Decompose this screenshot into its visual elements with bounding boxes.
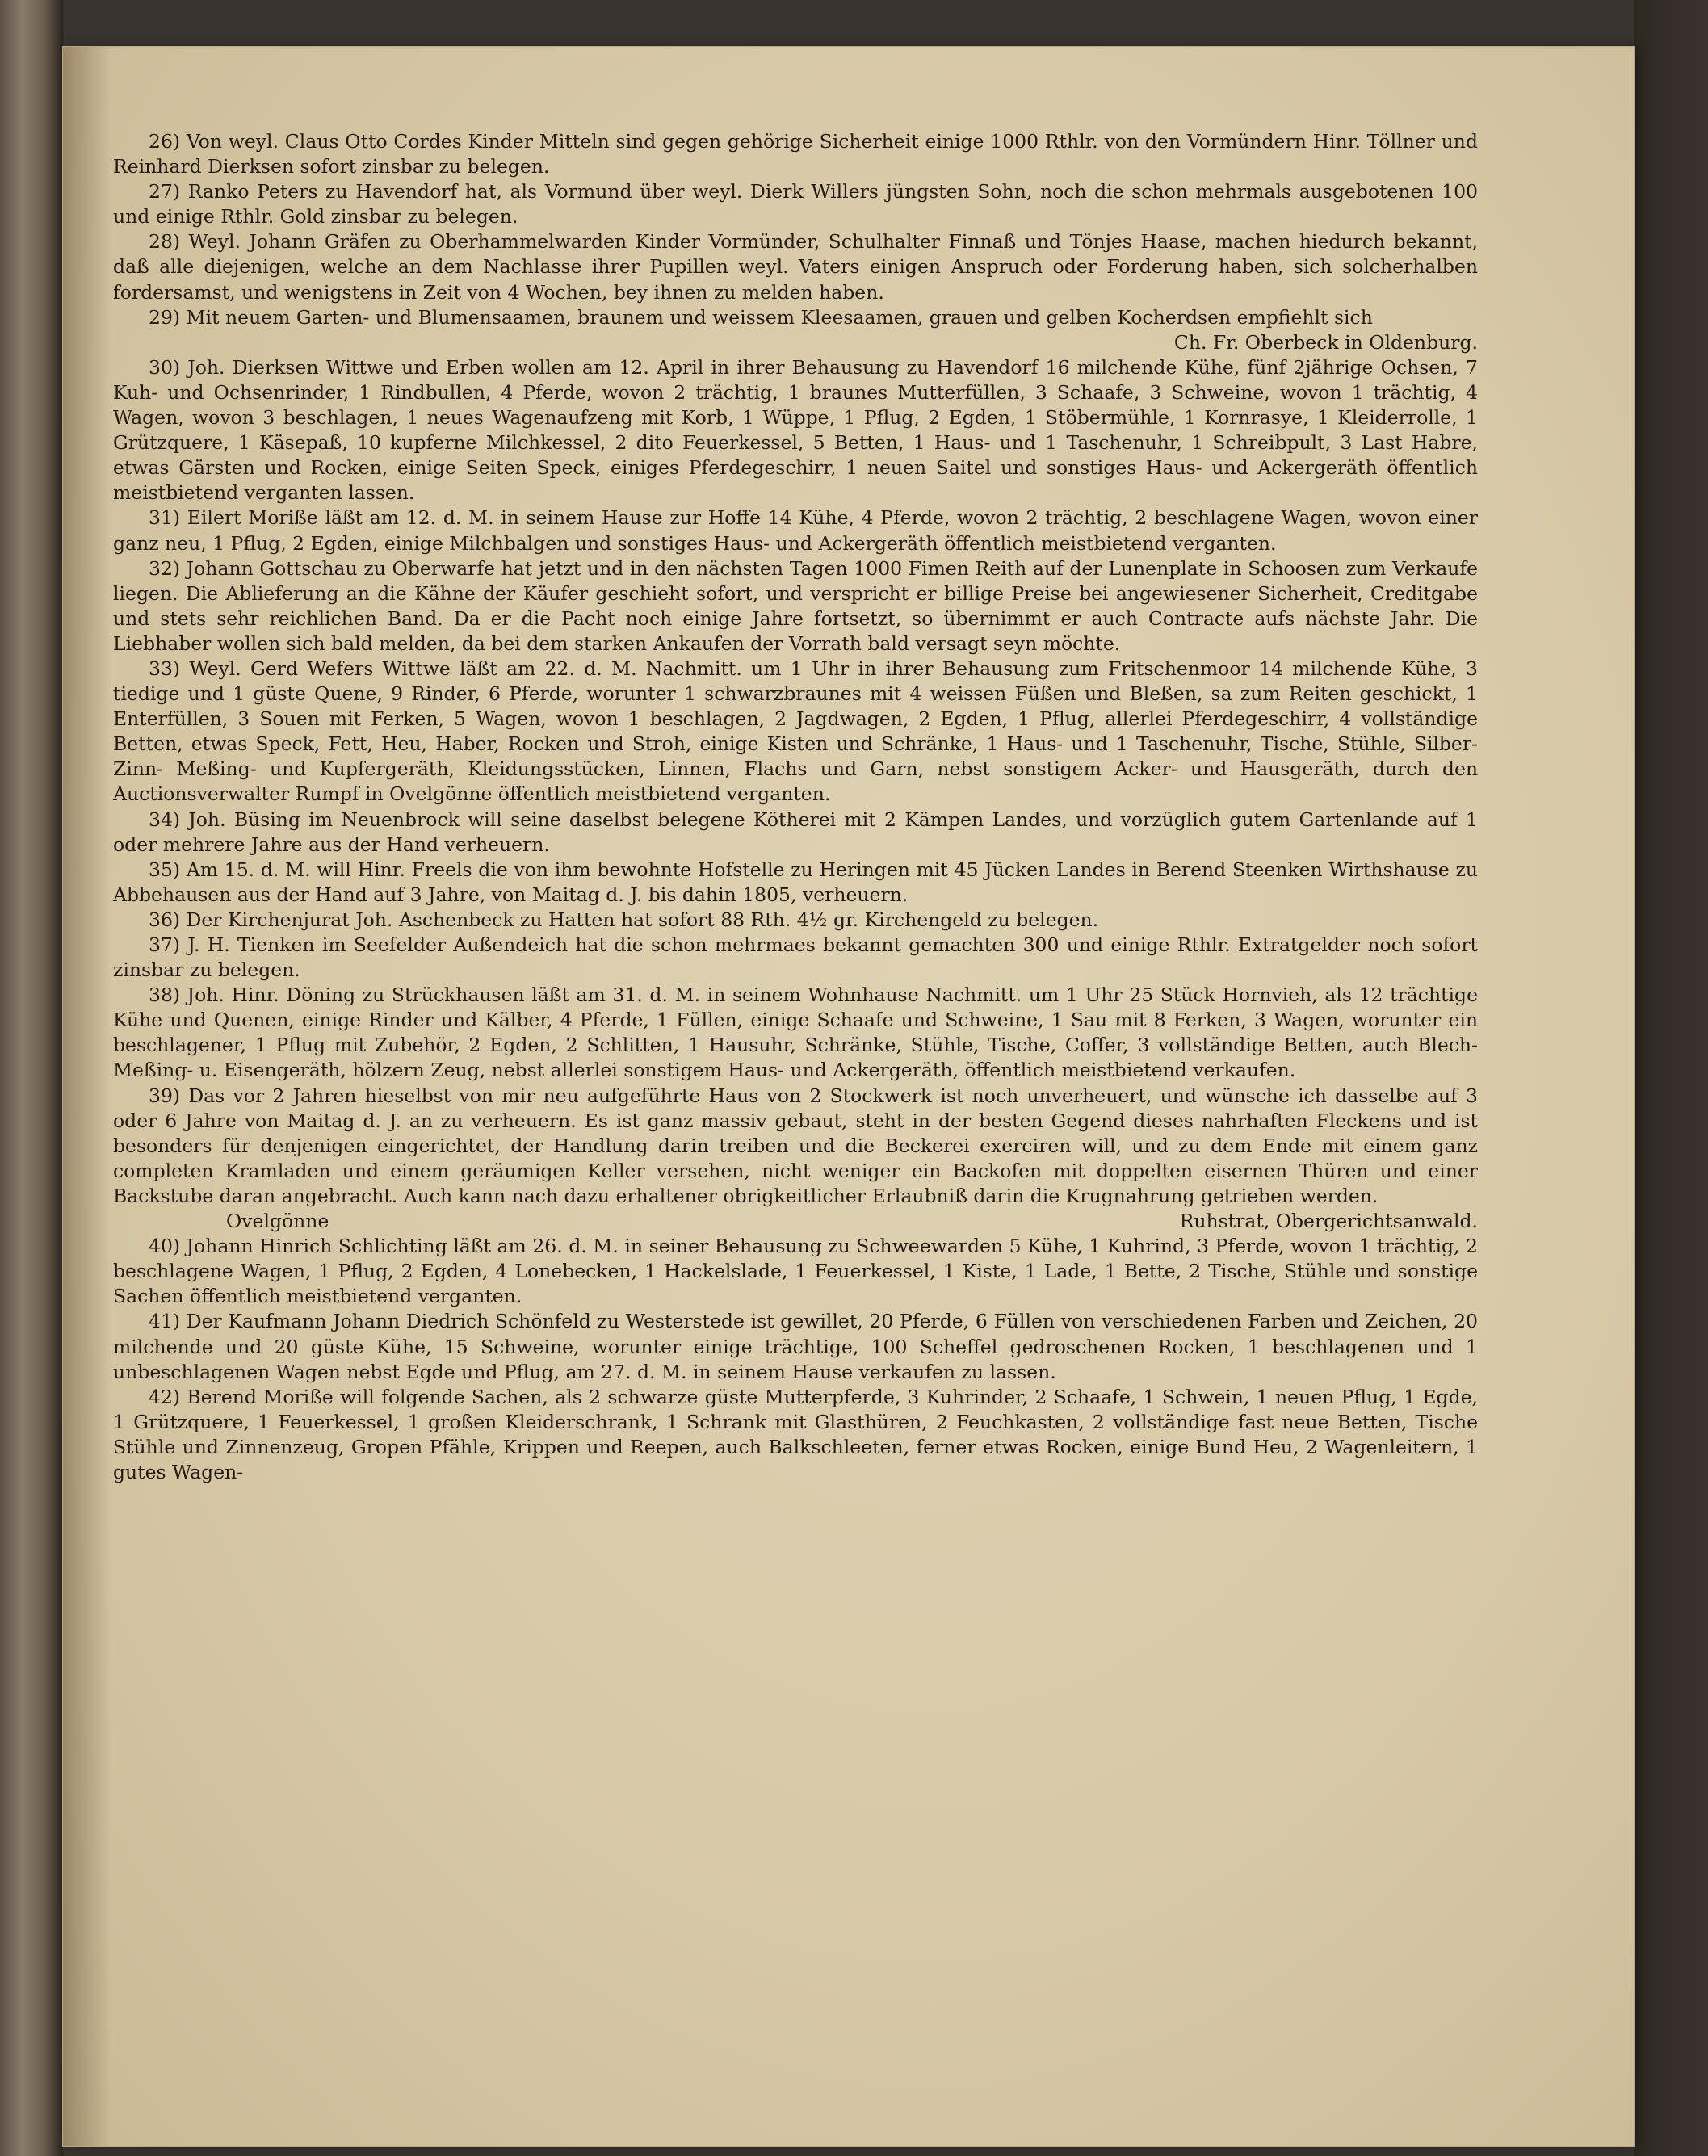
notice-42: 42) Berend Moriße will folgende Sachen, als 2 schwarze güste Mutterpferde, 3 Kuhrinder, 2 Schaafe, 1 Schwein, 1 neuen Pflug, 1 Egde, 1 Grützquere, 1 Feuerkessel, 1 großen Kleiderschrank, 1 Schrank mit Glasthüren, 2 Feuchkasten, 2 vollständige fast neue Betten, Tische Stühle und Zinnenzeug, Gropen Pfähle, Krippen und Reepen, auch Balkschleeten, ferner etwas Rocken, einige Bund Heu, 2 Wagenleitern, 1 gutes Wagen-	[113, 1385, 1478, 1483]
notice-26: 26) Von weyl. Claus Otto Cordes Kinder Mitteln sind gegen gehörige Sicherheit einige 1000 Rthlr. von den Vormündern Hinr. Töllner und Reinhard Dierksen sofort zinsbar zu belegen.	[113, 130, 1478, 178]
notice-40: 40) Johann Hinrich Schlichting läßt am 26. d. M. in seiner Behausung zu Schweewarden 5 Kühe, 1 Kuhrind, 3 Pferde, wovon 1 trächtig, 2 beschlagene Wagen, 1 Pflug, 2 Egden, 4 Lonebecken, 1 Hackelslade, 1 Feuerkessel, 1 Kiste, 1 Lade, 1 Bette, 2 Tische, Stühle und sonstige Sachen öffentlich meistbietend verganten.	[113, 1235, 1478, 1308]
notice-39-signature-row	[113, 1209, 1478, 1234]
previous-page-edge	[0, 0, 63, 2156]
notices-column	[113, 129, 1478, 1485]
notice-38: 38) Joh. Hinr. Döning zu Strückhausen läßt am 31. d. M. in seinem Wohnhause Nachmitt. um 1 Uhr 25 Stück Hornvieh, als 12 trächtige Kühe und Quenen, einige Rinder und Kälber, 4 Pferde, 1 Füllen, einige Schaafe und Schweine, 1 Sau mit 8 Ferken, 3 Wagen, worunter ein beschlagener, 1 Pflug mit Zubehör, 2 Egden, 2 Schlitten, 1 Hausuhr, Schränke, Stühle, Tische, Coffer, 3 vollständige Betten, auch Blech- Meßing- u. Eisengeräth, hölzern Zeug, nebst allerlei sonstigem Haus- und Ackergeräth, öffentlich meistbietend verkaufen.	[113, 984, 1478, 1082]
scanner-background	[1634, 0, 1708, 2156]
notice-28: 28) Weyl. Johann Gräfen zu Oberhammelwarden Kinder Vormünder, Schulhalter Finnaß und Tönjes Haase, machen hiedurch bekannt, daß alle diejenigen, welche an dem Nachlasse ihrer Pupillen weyl. Vaters einigen Anspruch oder Forderung haben, sich solcherhalben fordersamst, und wenigstens in Zeit von 4 Wochen, bey ihnen zu melden haben.	[113, 230, 1478, 304]
notice-41: 41) Der Kaufmann Johann Diedrich Schönfeld zu Westerstede ist gewillet, 20 Pferde, 6 Füllen von verschiedenen Farben und Zeichen, 20 milchende und 20 güste Kühe, 15 Schweine, worunter einige trächtige, 100 Scheffel gedroschenen Rocken, 1 beschlagenen und 1 unbeschlagenen Wagen nebst Egde und Pflug, am 27. d. M. in seinem Hause verkaufen zu lassen.	[113, 1310, 1478, 1383]
notice-39-place: Ovelgönne	[226, 1210, 329, 1233]
notice-29: 29) Mit neuem Garten- und Blumensaamen, braunem und weissem Kleesaamen, grauen und gelben Kocherdsen empfiehlt sich	[149, 305, 1373, 329]
notice-32: 32) Johann Gottschau zu Oberwarfe hat jetzt und in den nächsten Tagen 1000 Fimen Reith auf der Lunenplate in Schoosen zum Verkaufe liegen. Die Ablieferung an die Kähne der Käufer geschieht sofort, und verspricht er billige Preise bei angewiesener Sicherheit, Creditgabe und stets sehr reichlichen Band. Da er die Pacht noch einige Jahre fortsetzt, so übernimmt er auch Contracte aufs nächste Jahr. Die Liebhaber wollen sich bald melden, da bei dem starken Ankaufen der Vorrath bald versagt seyn möchte.	[113, 556, 1478, 655]
notice-29-signature: Ch. Fr. Oberbeck in Oldenburg.	[1173, 330, 1478, 354]
notice-39: 39) Das vor 2 Jahren hieselbst von mir neu aufgeführte Haus von 2 Stockwerk ist noch unverheuert, und wünsche ich dasselbe auf 3 oder 6 Jahre von Maitag d. J. an zu verheuern. Es ist ganz massiv gebaut, steht in der besten Gegend dieses nahrhaften Fleckens und ist besonders für denjenigen eingerichtet, der Handlung darin treiben und die Beckerei exerciren will, und zu dem Ende mit einem ganz completen Kramladen und einem geräumigen Keller versehen, nicht weniger ein Backofen mit doppelten eisernen Thüren und einer Backstube daran angebracht. Auch kann nach dazu erhaltener obrigkeitlicher Erlaubniß darin die Krugnahrung getrieben werden.	[113, 1084, 1478, 1207]
notice-29-signature-row	[113, 330, 1478, 355]
notice-33: 33) Weyl. Gerd Wefers Wittwe läßt am 22. d. M. Nachmitt. um 1 Uhr in ihrer Behausung zum Fritschenmoor 14 milchende Kühe, 3 tiedige und 1 güste Quene, 9 Rinder, 6 Pferde, worunter 1 schwarzbraunes mit 4 weissen Füßen und Bleßen, sa zum Reiten geschickt, 1 Enterfüllen, 3 Souen mit Ferken, 5 Wagen, wovon 1 beschlagen, 2 Jagdwagen, 2 Egden, 1 Pflug, allerlei Pferdegeschirr, 4 vollständige Betten, etwas Speck, Fett, Heu, Haber, Rocken und Stroh, einige Kisten und Schränke, 1 Haus- und 1 Taschenuhr, Tische, Stühle, Silber- Zinn- Meßing- und Kupfergeräth, Kleidungsstücken, Linnen, Flachs und Garn, nebst sonstigem Acker- und Hausgeräth, durch den Auctionsverwalter Rumpf in Ovelgönne öffentlich meistbietend verganten.	[113, 656, 1478, 806]
notice-35: 35) Am 15. d. M. will Hinr. Freels die von ihm bewohnte Hofstelle zu Heringen mit 45 Jücken Landes in Berend Steenken Wirthshause zu Abbehausen aus der Hand auf 3 Jahre, von Maitag d. J. bis dahin 1805, verheuern.	[113, 858, 1478, 906]
notice-36: 36) Der Kirchenjurat Joh. Aschenbeck zu Hatten hat sofort 88 Rth. 4½ gr. Kirchengeld zu belegen.	[149, 908, 1099, 931]
notice-39-signature: Ruhstrat, Obergerichtsanwald.	[1179, 1210, 1478, 1233]
notice-34: 34) Joh. Büsing im Neuenbrock will seine daselbst belegene Kötherei mit 2 Kämpen Landes, und vorzüglich gutem Gartenlande auf 1 oder mehrere Jahre aus der Hand verheuern.	[113, 807, 1478, 856]
notice-31: 31) Eilert Moriße läßt am 12. d. M. in seinem Hause zur Hoffe 14 Kühe, 4 Pferde, wovon 2 trächtig, 2 beschlagene Wagen, wovon einer ganz neu, 1 Pflug, 2 Egden, einige Milchbalgen und sonstiges Haus- und Ackergeräth öffentlich meistbietend verganten.	[113, 506, 1478, 555]
notice-27: 27) Ranko Peters zu Havendorf hat, als Vormund über weyl. Dierk Willers jüngsten Sohn, noch die schon mehrmals ausgebotenen 100 und einige Rthlr. Gold zinsbar zu belegen.	[113, 180, 1478, 229]
notice-30: 30) Joh. Dierksen Wittwe und Erben wollen am 12. April in ihrer Behausung zu Havendorf 16 milchende Kühe, fünf 2jährige Ochsen, 7 Kuh- und Ochsenrinder, 1 Rindbullen, 4 Pferde, wovon 2 trächtig, 1 braunes Mutterfüllen, 3 Schaafe, 3 Schweine, wovon 1 trächtig, 4 Wagen, wovon 3 beschlagen, 1 neues Wagenaufzeng mit Korb, 1 Wüppe, 1 Pflug, 2 Egden, 1 Stöbermühle, 1 Kornrasye, 1 Kleiderrolle, 1 Grützquere, 1 Käsepaß, 10 kupferne Milchkessel, 2 dito Feuerkessel, 5 Betten, 1 Haus- und 1 Taschenuhr, 1 Schreibpult, 3 Last Habre, etwas Gärsten und Rocken, einige Seiten Speck, einiges Pferdegeschirr, 1 neuen Saitel und sonstiges Haus- und Ackergeräth öffentlich meistbietend verganten lassen.	[113, 355, 1478, 505]
notice-37: 37) J. H. Tienken im Seefelder Außendeich hat die schon mehrmaes bekannt gemachten 300 und einige Rthlr. Extratgelder noch sofort zinsbar zu belegen.	[113, 933, 1478, 982]
